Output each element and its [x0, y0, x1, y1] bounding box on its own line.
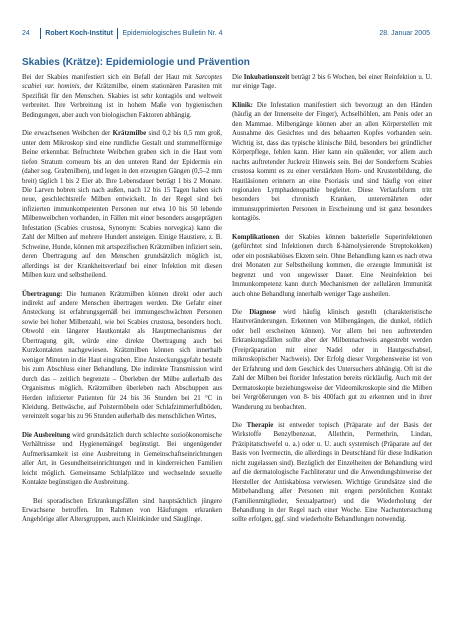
header-divider: [40, 28, 42, 39]
running-header: [22, 26, 430, 40]
right-column: [232, 73, 432, 534]
paragraph: Bei der Skabies manifestiert sich ein Befall der Haut mit Sarcoptes scabiei var. hominis, der Krätzmilbe, einem stationären Parasiten mit Spezifität für den Menschen. Skabies ist sehr kontagiös und weltweit verbreitet. Ihre Verbreitung ist in hohem Maße von hygienischen Bedingungen, aber auch von biologischen Faktoren abhängig.: [22, 74, 222, 119]
paragraph: Die erwachsenen Weibchen der Krätzmilbe sind 0,2 bis 0,5 mm groß, unter dem Mikroskop sind eine rundliche Gestalt und stummelförmige Beine erkennbar. Befruchtete Weibchen graben sich in die Haut vom tiefen Stratum corneum bis an den unteren Rand der Epidermis ein (daher sog. Grabmilben), und legen in den erzeugten Gängen (0,5–2 mm breit) täglich 1 bis 2 Eier ab. Ihre Lebensdauer beträgt 1 bis 2 Monate. Die Larven hobren sich nach außen, nach 12 bis 15 Tagen haben sich neue, geschlechtsreife Milben entwickelt. In der Regel sind bei infizierten immunkompetenten Personen nur etwa 10 bis 50 lebende Milbenweibchen vorhanden, in Fällen mit einer besonders ausgeprägten Infestation (Scabies crustosa, Synonym: Scabies norvegica) kann die Zahl der Milben auf mehrere Hundert ansteigen. Einige Haustiere, z. B. Schweine, Hunde, können mit artspezifischen Krätzmilben infiziert sein, deren Übertragung auf den Menschen grundsätzlich möglich ist, allerdings ist der Krankheitsverlauf bei einer Infektion mit diesen Milben kurz und selbstheilend.: [22, 130, 222, 280]
paragraph: Die Inkubationszeit beträgt 2 bis 6 Wochen, bei einer Reinfektion u. U. nur einige Tage.: [232, 74, 432, 91]
header-divider: [117, 28, 119, 39]
page-number: 24: [22, 29, 30, 37]
issue-date: 28. Januar 2005: [379, 29, 430, 37]
paragraph: Übertragung: Die humanen Krätzmilben können direkt oder auch indirekt auf andere Menschen übertragen werden. Die Gefahr einer Ansteckung ist erfahrungsgemäß bei immungeschwächten Personen sowie bei hoher Milbenzahl, wie bei Scabies crustosa, besonders hoch. Obwohl ein längerer Hautkontakt als Hauptmechanismus der Übertragung gilt, würde eine direkte Übertragung auch bei Kurzkontakten nachgewiesen. Krätzmilben können sich innerhalb weniger Minuten in die Haut eingraben. Eine Ansteckungsgefahr besteht bis zum Abschluss einer Behandlung. Die indirekte Transmission wird durch das – zeitlich begrenzte – Überleben der Milbe außerhalb des Organismus möglich. Krätzmilben überleben nach Abschuppen aus Herden infizierter Patienten für 24 bis 36 Stunden bei 21 °C in Kleidung. Bettwäsche, auf Polstermöbeln oder Schlafzimmerfußböden, vereinzelt sogar bis zu 96 Stunden außerhalb des menschlichen Wirtes,: [22, 290, 222, 421]
article-title: Skabies (Krätze): Epidemiologie und Prävention: [22, 57, 250, 68]
left-column: [22, 73, 222, 534]
paragraph: Klinik: Die Infestation manifestiert sich bevorzugt an den Händen (häufig an der Innenseite der Finger), Achselhöhlen, am Penis oder an den Mammae. Milbengänge können aber an allen Körperstellen mit Ausnahme des Gesichtes und des behaarten Kopfes vorhanden sein. Wichtig ist, dass das typische klinische Bild, besonders bei gründlicher Körperpflege, fehlen kann. Hier kann ein quälender, vor allem auch nachts auftretender Juckreiz Hinweis sein. Bei der Sonderform Scabies crustosa kommt es zu einer verstärkten Horn- und Krustenbildung, die Hautläsionen erinnern an eine Psoriasis und sind häufig von einer regionalen Lymphadenopathie begleitet. Diese Verlaufsform tritt besonders bei chronisch Kranken, unterernährten oder immunsupprimierten Personen in Erscheinung und ist ganz besonders kontagiös.: [232, 101, 432, 223]
paragraph: Die Therapie ist entweder topisch (Präparate auf der Basis der Wirkstoffe Benzylbenzoat, Allethrin, Permethrin, Lindan, Präzipitatschwefel u. a.) oder u. U. auch systemisch (Präparate auf der Basis von Ivermectin, die allerdings in Deutschland für diese Indikation nicht zugelassen sind). Bezüglich der Einzelheiten der Behandlung wird auf die dermatologische Fachliteratur und die Anwendungshinweise der Hersteller der Antiskabiosa verwiesen. Wichtige Grundsätze sind die Mitbehandlung aller Personen mit engem persönlichen Kontakt (Familienmitglieder, Sexualpartner) und die Wiederholung der Behandlung in der Regel nach einer Woche. Eine Nachuntersuchung sollte erfolgen, ggf. sind wiederholte Behandlungen notwendig.: [232, 421, 433, 524]
paragraph: Die Diagnose wird häufig klinisch gestellt (charakteristische Hautveränderungen. Erkennen von Milbengängen, die dunkel, rötlich oder hell erscheinen können). Vor allem bei neu auftretenden Erkrankungsfällen sollte aber der Milbennachweis angestrebt werden (Freipräparation mit einer Nadel oder in Hautgeschabsel, mikroskopischer Nachweis). Der Erfolg dieser Vorgehensweise ist von der Erfahrung und dem Geschick des Untersuchers abhängig. Oft ist die Zahl der Milben bei florider Infestation bereits rückläufig. Auch mit der Dermatoskopie beziehungsweise der Videomikroskopie sind die Milben bei Vergrößerungen von 8- bis 400fach gut zu erkennen und in ihrer Wanderung zu beobachten.: [232, 308, 433, 411]
paragraph: Bei sporadischen Erkrankungsfällen sind hauptsächlich jüngere Erwachsene betroffen. Im Rahmen von Häufungen erkranken Angehörige aller Altersgruppen, auch Kleinkinder und Säuglinge.: [22, 497, 222, 524]
paragraph: Die Ausbreitung wird grundsätzlich durch schlechte sozioökonomische Verhältnisse und Hygienemängel begünstigt. Bei ungenügender Aufmerksamkeit ist eine Ausbreitung in Gemeinschaftseinrichtungen aller Art, in Gesundheitseinrichtungen und in kinderreichen Familien leicht möglich. Gemeinsame Schlafplätze und wechselnde sexuelle Kontakte begünstigen die Ausbreitung.: [22, 431, 222, 487]
paragraph: Komplikationen der Skabies können bakterielle Superinfektionen (gefürchtet sind Infektionen durch ß-hämolysierende Streptokokken) oder ein postskabiöses Ekzem sein. Ohne Behandlung kann es nach etwa drei Monaten zur Selbstheilung kommen, die erzeugte Immunität ist begrenzt und von ungewisser Dauer. Eine Neuinfektion bei Immunkompetenz kann durch Mechanismen der zellulären Immunität auch ohne Behandlung innerhalb weniger Tage ausheilen.: [232, 233, 432, 298]
institute-name: Robert Koch-Institut: [45, 29, 113, 37]
journal-name: Epidemiologisches Bulletin Nr. 4: [122, 29, 223, 37]
